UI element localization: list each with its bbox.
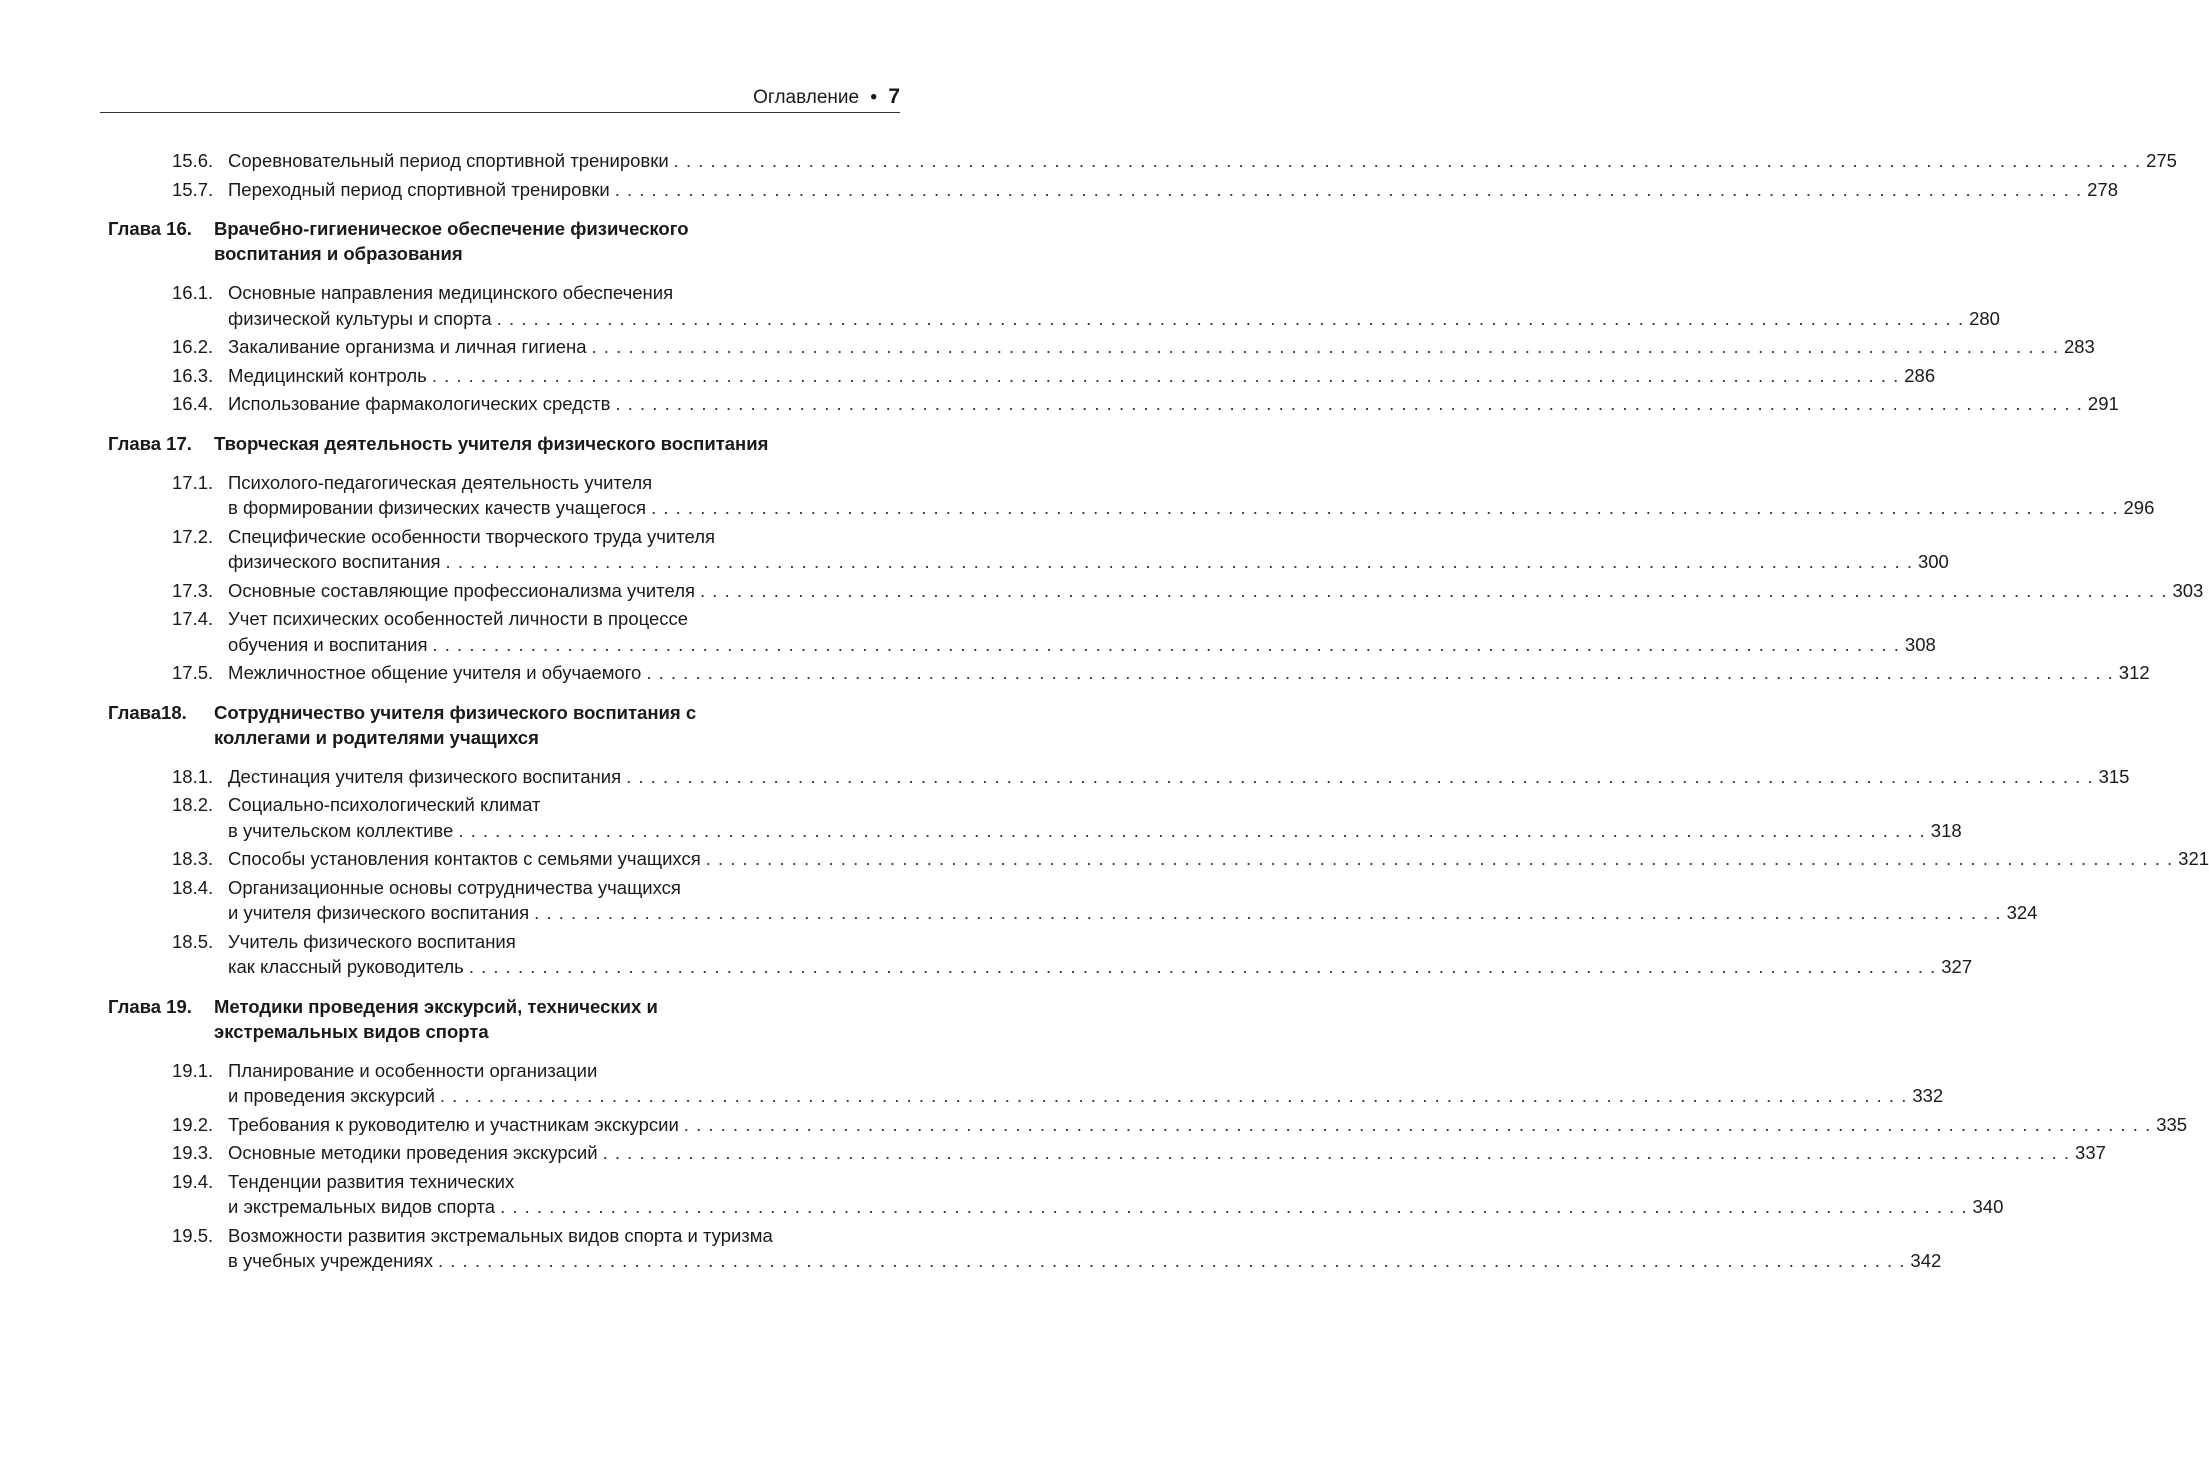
entry-title: и проведения экскурсий — [228, 1085, 435, 1106]
dot-leader: . . . . . . . . . . . . . . . . . . . . . . . . . . . . . . . . . . . . . . . . . . . . . . . . . . . . . . . . . . . . . . . . . . . . . . . . . . . . . . . . . . . . . . . . . . . . . . . . . . . . . . . . . . . . . . . . . . . . . . . . — [705, 848, 2174, 869]
dot-leader: . . . . . . . . . . . . . . . . . . . . . . . . . . . . . . . . . . . . . . . . . . . . . . . . . . . . . . . . . . . . . . . . . . . . . . . . . . . . . . . . . . . . . . . . . . . . . . . . . . . . . . . . . . . . . . . . . . . . . . . . — [437, 1250, 1906, 1271]
entry-number: 17.3. — [172, 579, 214, 601]
entry-number: 18.3. — [172, 848, 214, 869]
chapter-section — [100, 700, 2209, 980]
entry-page-number: 321 — [2178, 848, 2209, 869]
chapter-heading[interactable] — [108, 700, 900, 750]
entry-body — [228, 606, 1936, 657]
entry-number: 16.1. — [172, 282, 214, 303]
entry-page-number: 303 — [2172, 579, 2204, 601]
toc-entry[interactable] — [172, 792, 1962, 843]
entry-title: физического воспитания — [228, 551, 441, 572]
entry-page-number: 337 — [2075, 1142, 2106, 1163]
entry-leader-line — [228, 818, 1962, 844]
entry-body — [228, 280, 2000, 331]
entry-body — [228, 1140, 2106, 1166]
entry-number: 17.2. — [172, 525, 214, 547]
toc-entry[interactable] — [172, 1169, 2004, 1220]
toc-entry[interactable] — [172, 764, 2130, 790]
chapter-heading[interactable] — [108, 216, 900, 266]
entry-number: 18.2. — [172, 794, 214, 815]
entry-number: 16.4. — [172, 393, 214, 414]
entry-body — [228, 578, 2203, 604]
entry-number: 17.5. — [172, 662, 214, 683]
entry-leader-line — [228, 1112, 2187, 1138]
entry-page-number: 332 — [1912, 1085, 1944, 1106]
dot-leader: . . . . . . . . . . . . . . . . . . . . . . . . . . . . . . . . . . . . . . . . . . . . . . . . . . . . . . . . . . . . . . . . . . . . . . . . . . . . . . . . . . . . . . . . . . . . . . . . . . . . . . . . . . . . . . . . . . . . . . . . — [626, 765, 2094, 787]
running-header — [100, 84, 900, 113]
entry-title-line: Основные направления медицинского обеспечения — [228, 282, 674, 303]
entry-leader-line — [228, 306, 2000, 332]
entry-title-line: Организационные основы сотрудничества учащихся — [228, 876, 681, 898]
entry-leader-line — [228, 632, 1936, 658]
chapter-label: Глава18. — [108, 701, 187, 723]
entry-page-number: 327 — [1941, 956, 1973, 977]
entry-page-number: 280 — [1969, 307, 2000, 329]
entry-title-line: Психолого-педагогическая деятельность учителя — [228, 471, 653, 493]
entry-page-number: 283 — [2063, 336, 2095, 357]
toc-entry[interactable] — [172, 470, 2155, 521]
entry-leader-line — [228, 391, 2119, 417]
entry-leader-line — [228, 1194, 2003, 1220]
entry-title: Основные методики проведения экскурсий — [228, 1142, 598, 1163]
toc-entry[interactable] — [172, 1058, 1944, 1109]
entry-title-line: Учитель физического воспитания — [228, 930, 516, 952]
entry-page-number: 324 — [2006, 902, 2038, 923]
entry-leader-line — [228, 764, 2129, 790]
entry-body — [228, 792, 1962, 843]
dot-leader: . . . . . . . . . . . . . . . . . . . . . . . . . . . . . . . . . . . . . . . . . . . . . . . . . . . . . . . . . . . . . . . . . . . . . . . . . . . . . . . . . . . . . . . . . . . . . . . . . . . . . . . . . . . . . . . . . . . . . . . . — [445, 551, 1913, 572]
entry-title: Переходный период спортивной тренировки — [228, 178, 610, 200]
chapter-title: Творческая деятельность учителя физического воспитания — [214, 432, 769, 454]
toc-entry[interactable] — [172, 280, 2000, 331]
toc-entry[interactable] — [172, 929, 1973, 980]
toc-entry[interactable] — [172, 363, 1936, 389]
entry-title: Основные составляющие профессионализма учителя — [228, 579, 696, 601]
chapter-title: Сотрудничество учителя физического воспитания с коллегами и родителями учащихся — [214, 701, 697, 748]
toc-entry[interactable] — [172, 846, 2209, 872]
chapter-label: Глава 16. — [108, 218, 192, 239]
entry-number: 18.1. — [172, 765, 214, 787]
dot-leader: . . . . . . . . . . . . . . . . . . . . . . . . . . . . . . . . . . . . . . . . . . . . . . . . . . . . . . . . . . . . . . . . . . . . . . . . . . . . . . . . . . . . . . . . . . . . . . . . . . . . . . . . . . . . . . . . . . . . . . . . — [700, 579, 2168, 601]
entry-body — [228, 1058, 1943, 1109]
toc-entry[interactable] — [172, 578, 2204, 604]
entry-leader-line — [228, 1140, 2106, 1166]
toc-entry[interactable] — [172, 524, 1949, 575]
entry-title: и экстремальных видов спорта — [228, 1196, 496, 1217]
dot-leader: . . . . . . . . . . . . . . . . . . . . . . . . . . . . . . . . . . . . . . . . . . . . . . . . . . . . . . . . . . . . . . . . . . . . . . . . . . . . . . . . . . . . . . . . . . . . . . . . . . . . . . . . . . . . . . . . . . . . . . . . — [468, 956, 1937, 977]
entry-body — [228, 391, 2119, 417]
entry-body — [228, 929, 1972, 980]
dot-leader: . . . . . . . . . . . . . . . . . . . . . . . . . . . . . . . . . . . . . . . . . . . . . . . . . . . . . . . . . . . . . . . . . . . . . . . . . . . . . . . . . . . . . . . . . . . . . . . . . . . . . . . . . . . . . . . . . . . . . . . . — [500, 1196, 1968, 1217]
entry-title-line: Учет психических особенностей личности в процессе — [228, 608, 689, 629]
entry-leader-line — [228, 334, 2095, 360]
entry-number: 16.2. — [172, 336, 214, 357]
entry-title: физической культуры и спорта — [228, 307, 492, 329]
entry-leader-line — [228, 846, 2209, 872]
entry-number: 18.4. — [172, 876, 214, 898]
entry-number: 17.4. — [172, 608, 214, 629]
dot-leader: . . . . . . . . . . . . . . . . . . . . . . . . . . . . . . . . . . . . . . . . . . . . . . . . . . . . . . . . . . . . . . . . . . . . . . . . . . . . . . . . . . . . . . . . . . . . . . . . . . . . . . . . . . . . . . . . . . . . . . . . — [439, 1085, 1908, 1106]
entry-leader-line — [228, 1083, 1943, 1109]
entry-leader-line — [228, 177, 2118, 203]
entry-title: в формировании физических качеств учащегося — [228, 497, 647, 518]
entry-title: Соревновательный период спортивной тренировки — [228, 150, 669, 171]
entry-body — [228, 1112, 2187, 1138]
dot-leader: . . . . . . . . . . . . . . . . . . . . . . . . . . . . . . . . . . . . . . . . . . . . . . . . . . . . . . . . . . . . . . . . . . . . . . . . . . . . . . . . . . . . . . . . . . . . . . . . . . . . . . . . . . . . . . . . . . . . . . . . — [615, 393, 2083, 414]
entry-page-number: 286 — [1904, 364, 1936, 386]
dot-leader: . . . . . . . . . . . . . . . . . . . . . . . . . . . . . . . . . . . . . . . . . . . . . . . . . . . . . . . . . . . . . . . . . . . . . . . . . . . . . . . . . . . . . . . . . . . . . . . . . . . . . . . . . . . . . . . . . . . . . . . . — [602, 1142, 2071, 1163]
entry-body — [228, 470, 2154, 521]
entry-number: 15.7. — [172, 178, 214, 200]
entry-page-number: 296 — [2123, 497, 2155, 518]
entry-page-number: 308 — [1904, 633, 1936, 655]
chapter-label: Глава 17. — [108, 432, 192, 454]
header-page-number: 7 — [888, 85, 900, 108]
entry-page-number: 300 — [1917, 551, 1949, 572]
entry-number: 19.1. — [172, 1059, 214, 1081]
entry-leader-line — [228, 148, 2177, 174]
entry-title-line: Возможности развития экстремальных видов спорта и туризма — [228, 1224, 773, 1246]
dot-leader: . . . . . . . . . . . . . . . . . . . . . . . . . . . . . . . . . . . . . . . . . . . . . . . . . . . . . . . . . . . . . . . . . . . . . . . . . . . . . . . . . . . . . . . . . . . . . . . . . . . . . . . . . . . . . . . . . . . . . . . . — [651, 497, 2119, 518]
chapter-section — [100, 994, 2188, 1274]
entry-title: Способы установления контактов с семьями учащихся — [228, 848, 701, 869]
entry-title-line: Тенденции развития технических — [228, 1170, 515, 1192]
entry-leader-line — [228, 363, 1935, 389]
entry-page-number: 342 — [1910, 1250, 1942, 1271]
toc-entry[interactable] — [172, 606, 1936, 657]
entry-title: Дестинация учителя физического воспитания — [228, 765, 622, 787]
entry-leader-line — [228, 660, 2150, 686]
toc-entry[interactable] — [172, 660, 2150, 686]
entry-leader-line — [228, 900, 2037, 926]
chapter-section — [100, 216, 2119, 417]
header-title: Оглавление — [753, 87, 860, 108]
chapter-heading[interactable] — [108, 431, 900, 456]
toc-entry[interactable] — [172, 334, 2095, 360]
entry-title: Медицинский контроль — [228, 364, 427, 386]
chapter-title: Врачебно-гигиеническое обеспечение физического воспитания и образования — [214, 218, 689, 264]
dot-leader: . . . . . . . . . . . . . . . . . . . . . . . . . . . . . . . . . . . . . . . . . . . . . . . . . . . . . . . . . . . . . . . . . . . . . . . . . . . . . . . . . . . . . . . . . . . . . . . . . . . . . . . . . . . . . . . . . . . . . . . . — [683, 1113, 2152, 1135]
chapter-section — [100, 148, 2177, 202]
header-bullet: • — [870, 87, 878, 108]
entry-body — [228, 177, 2118, 203]
toc-entry[interactable] — [172, 148, 2177, 174]
entry-leader-line — [228, 495, 2154, 521]
entry-title: Использование фармакологических средств — [228, 393, 611, 414]
entry-body — [228, 148, 2177, 174]
entry-leader-line — [228, 954, 1972, 980]
entry-body — [228, 334, 2095, 360]
entry-title: Межличностное общение учителя и обучаемого — [228, 662, 642, 683]
entry-page-number: 291 — [2087, 393, 2119, 414]
entry-page-number: 318 — [1930, 819, 1962, 841]
table-of-contents — [100, 148, 2209, 1288]
entry-page-number: 335 — [2156, 1113, 2188, 1135]
entry-number: 17.1. — [172, 471, 214, 493]
dot-leader: . . . . . . . . . . . . . . . . . . . . . . . . . . . . . . . . . . . . . . . . . . . . . . . . . . . . . . . . . . . . . . . . . . . . . . . . . . . . . . . . . . . . . . . . . . . . . . . . . . . . . . . . . . . . . . . . . . . . . . . . — [431, 364, 1900, 386]
entry-number: 16.3. — [172, 364, 214, 386]
entry-page-number: 315 — [2098, 765, 2130, 787]
entry-body — [228, 1223, 1941, 1274]
entry-leader-line — [228, 1248, 1941, 1274]
entry-title: в учительском коллективе — [228, 819, 454, 841]
entry-body — [228, 524, 1949, 575]
entry-body — [228, 660, 2150, 686]
toc-entry[interactable] — [172, 391, 2119, 417]
entry-title-line: Социально-психологический климат — [228, 794, 541, 815]
dot-leader: . . . . . . . . . . . . . . . . . . . . . . . . . . . . . . . . . . . . . . . . . . . . . . . . . . . . . . . . . . . . . . . . . . . . . . . . . . . . . . . . . . . . . . . . . . . . . . . . . . . . . . . . . . . . . . . . . . . . . . . . — [673, 150, 2142, 171]
entry-title-line: Специфические особенности творческого труда учителя — [228, 525, 716, 547]
entry-leader-line — [228, 549, 1949, 575]
entry-body — [228, 846, 2209, 872]
toc-entry[interactable] — [172, 177, 2119, 203]
entry-title: в учебных учреждениях — [228, 1250, 433, 1271]
toc-entry[interactable] — [172, 1140, 2106, 1166]
entry-page-number: 278 — [2087, 178, 2119, 200]
entry-page-number: 312 — [2118, 662, 2150, 683]
chapter-heading[interactable] — [108, 994, 900, 1044]
dot-leader: . . . . . . . . . . . . . . . . . . . . . . . . . . . . . . . . . . . . . . . . . . . . . . . . . . . . . . . . . . . . . . . . . . . . . . . . . . . . . . . . . . . . . . . . . . . . . . . . . . . . . . . . . . . . . . . . . . . . . . . . — [591, 336, 2059, 357]
entry-body — [228, 764, 2129, 790]
entry-title-line: Планирование и особенности организации — [228, 1059, 598, 1081]
entry-number: 19.2. — [172, 1113, 214, 1135]
entry-number: 15.6. — [172, 150, 214, 171]
entry-number: 18.5. — [172, 930, 214, 952]
entry-number: 19.3. — [172, 1142, 214, 1163]
dot-leader: . . . . . . . . . . . . . . . . . . . . . . . . . . . . . . . . . . . . . . . . . . . . . . . . . . . . . . . . . . . . . . . . . . . . . . . . . . . . . . . . . . . . . . . . . . . . . . . . . . . . . . . . . . . . . . . . . . . . . . . . — [458, 819, 1926, 841]
dot-leader: . . . . . . . . . . . . . . . . . . . . . . . . . . . . . . . . . . . . . . . . . . . . . . . . . . . . . . . . . . . . . . . . . . . . . . . . . . . . . . . . . . . . . . . . . . . . . . . . . . . . . . . . . . . . . . . . . . . . . . . . — [646, 662, 2114, 683]
entry-title: обучения и воспитания — [228, 633, 428, 655]
dot-leader: . . . . . . . . . . . . . . . . . . . . . . . . . . . . . . . . . . . . . . . . . . . . . . . . . . . . . . . . . . . . . . . . . . . . . . . . . . . . . . . . . . . . . . . . . . . . . . . . . . . . . . . . . . . . . . . . . . . . . . . . — [614, 178, 2083, 200]
entry-leader-line — [228, 578, 2203, 604]
dot-leader: . . . . . . . . . . . . . . . . . . . . . . . . . . . . . . . . . . . . . . . . . . . . . . . . . . . . . . . . . . . . . . . . . . . . . . . . . . . . . . . . . . . . . . . . . . . . . . . . . . . . . . . . . . . . . . . . . . . . . . . . — [432, 633, 1900, 655]
entry-page-number: 340 — [1972, 1196, 2004, 1217]
toc-entry[interactable] — [172, 1112, 2188, 1138]
entry-title: Требования к руководителю и участникам экскурсии — [228, 1113, 679, 1135]
entry-body — [228, 1169, 2003, 1220]
dot-leader: . . . . . . . . . . . . . . . . . . . . . . . . . . . . . . . . . . . . . . . . . . . . . . . . . . . . . . . . . . . . . . . . . . . . . . . . . . . . . . . . . . . . . . . . . . . . . . . . . . . . . . . . . . . . . . . . . . . . . . . . — [534, 902, 2002, 923]
toc-entry[interactable] — [172, 875, 2038, 926]
chapter-section — [100, 431, 2204, 686]
toc-entry[interactable] — [172, 1223, 1942, 1274]
entry-number: 19.5. — [172, 1224, 214, 1246]
entry-title: и учителя физического воспитания — [228, 902, 530, 923]
chapter-title: Методики проведения экскурсий, технических и экстремальных видов спорта — [214, 995, 658, 1042]
entry-body — [228, 875, 2037, 926]
entry-page-number: 275 — [2146, 150, 2177, 171]
entry-body — [228, 363, 1935, 389]
entry-title: как классный руководитель — [228, 956, 464, 977]
chapter-label: Глава 19. — [108, 995, 192, 1017]
entry-title: Закаливание организма и личная гигиена — [228, 336, 587, 357]
dot-leader: . . . . . . . . . . . . . . . . . . . . . . . . . . . . . . . . . . . . . . . . . . . . . . . . . . . . . . . . . . . . . . . . . . . . . . . . . . . . . . . . . . . . . . . . . . . . . . . . . . . . . . . . . . . . . . . . . . . . . . . . — [496, 307, 1965, 329]
entry-number: 19.4. — [172, 1170, 214, 1192]
